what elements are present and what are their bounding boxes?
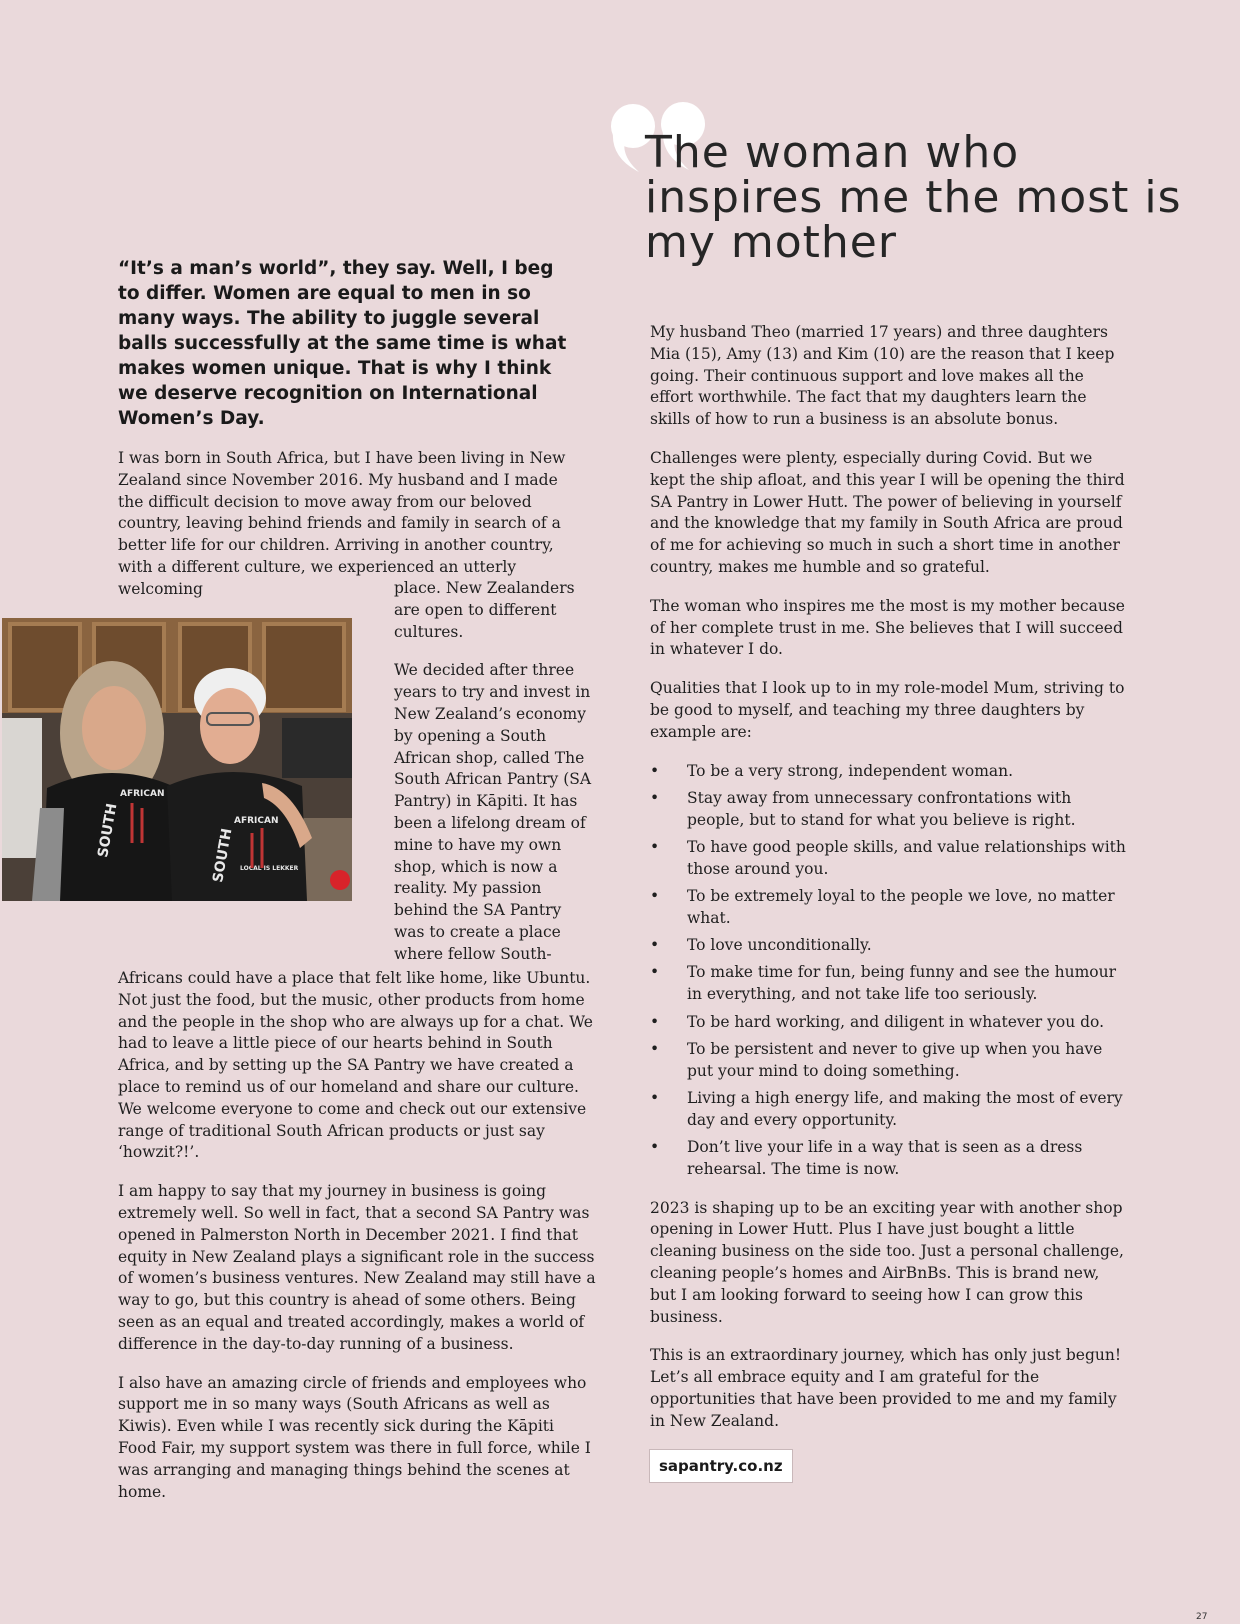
list-item: • Living a high energy life, and making the most of every day and every opportunity. <box>650 1088 1128 1132</box>
wrapped-paragraph-1: place. New Zealanders are open to different cultures. <box>394 579 575 641</box>
shirt-print-left-sub: AFRICAN <box>120 789 165 799</box>
paragraph-mother: The woman who inspires me the most is my mother because of her complete trust in me. She believes that I will succeed in whatever I do. <box>650 596 1125 659</box>
paragraph-2023: 2023 is shaping up to be an exciting year with another shop opening in Lower Hutt. Plus I have just bought a little cleaning business on the side too. Just a personal challenge, cleaning people’s homes and AirBnBs. This is brand new, but I am looking forward to seeing how I can grow this business. <box>650 1198 1124 1326</box>
qualities-list <box>650 761 1128 1181</box>
lead-paragraph: “It’s a man’s world”, they say. Well, I beg to differ. Women are equal to men in so many ways. The ability to juggle several balls successfully at the same time is what makes women unique. That is why I think we deserve recognition on International Women’s Day. <box>118 258 567 429</box>
list-item: • To love unconditionally. <box>650 935 1128 957</box>
left-column-continued <box>118 968 596 1520</box>
left-column-wrapped-text <box>394 578 594 983</box>
list-item: • To be extremely loyal to the people we love, no matter what. <box>650 886 1128 930</box>
list-item: • Don’t live your life in a way that is seen as a dress rehearsal. The time is now. <box>650 1137 1128 1181</box>
page-number: 27 <box>1196 1612 1208 1622</box>
website-link[interactable]: sapantry.co.nz <box>650 1450 792 1483</box>
paragraph-journey: I am happy to say that my journey in business is going extremely well. So well in fact, that a second SA Pantry was opened in Palmerston North in December 2021. I find that equity in New Zealand plays a significant role in the success of women’s business ventures. New Zealand may still have a way to go, but this country is ahead of some others. Being seen as an equal and treated accordingly, makes a world of difference in the day-to-day running of a business. <box>118 1182 596 1353</box>
paragraph-closing: This is an extraordinary journey, which has only just begun! Let’s all embrace equity and I am grateful for the opportunities that have been provided to me and my family in New Zealand. <box>650 1346 1122 1430</box>
paragraph-family: My husband Theo (married 17 years) and three daughters Mia (15), Amy (13) and Kim (10) are the reason that I keep going. Their continuous support and love makes all the effort worthwhile. The fact that my daughters learn the skills of how to run a business is an absolute bonus. <box>650 323 1115 429</box>
list-item: • To be hard working, and diligent in whatever you do. <box>650 1012 1128 1034</box>
list-item: • To be a very strong, independent woman. <box>650 761 1128 783</box>
list-item: • To make time for fun, being funny and see the humour in everything, and not take life too seriously. <box>650 962 1128 1006</box>
list-item: • Stay away from unnecessary confrontations with people, but to stand for what you believe is right. <box>650 788 1128 832</box>
list-item: • To have good people skills, and value relationships with those around you. <box>650 837 1128 881</box>
list-item: • To be persistent and never to give up when you have put your mind to doing something. <box>650 1039 1128 1083</box>
photo-two-women <box>2 618 352 901</box>
shirt-print-tagline: LOCAL IS LEKKER <box>240 865 299 872</box>
paragraph-challenges: Challenges were plenty, especially during Covid. But we kept the ship afloat, and this year I will be opening the third SA Pantry in Lower Hutt. The power of believing in yourself and the knowledge that my family in South Africa are proud of me for achieving so much in such a short time in another country, makes me humble and so grateful. <box>650 448 1125 576</box>
wrapped-paragraph-2: We decided after three years to try and invest in New Zealand’s economy by opening a South African shop, called The South African Pantry (SA Pantry) in Kāpiti. It has been a lifelong dream of mine to have my own shop, which is now a reality. My passion behind the SA Pantry was to create a place where fellow South- <box>394 661 592 963</box>
paragraph-friends: I also have an amazing circle of friends and employees who support me in so many ways (South Africans as well as Kiwis). Even while I was recently sick during the Kāpiti Food Fair, my support system was there in full force, while I was arranging and managing things behind the scenes at home. <box>118 1373 591 1501</box>
paragraph-ubuntu: Africans could have a place that felt like home, like Ubuntu. Not just the food, but the music, other products from home and the people in the shop who are always up for a chat. We had to leave a little piece of our hearts behind in South Africa, and by setting up the SA Pantry we have created a place to remind us of our homeland and share our culture. We welcome everyone to come and check out our extensive range of traditional South African products or just say ‘howzit?!’. <box>118 969 593 1162</box>
intro-paragraph: I was born in South Africa, but I have been living in New Zealand since November 2016. My husband and I made the difficult decision to move away from our beloved country, leaving behind friends and family in search of a better life for our children. Arriving in another country, with a different culture, we experienced an utterly welcoming <box>118 449 566 598</box>
paragraph-qualities: Qualities that I look up to in my role-model Mum, striving to be good to myself, and teaching my three daughters by example are: <box>650 679 1125 741</box>
right-column <box>650 322 1128 1482</box>
article-headline: The woman who inspires me the most is my mother <box>645 127 1182 268</box>
shirt-print-left: SOUTH <box>95 802 121 859</box>
shirt-print-right-sub: AFRICAN <box>234 816 279 826</box>
shirt-print-right: SOUTH <box>210 827 236 884</box>
